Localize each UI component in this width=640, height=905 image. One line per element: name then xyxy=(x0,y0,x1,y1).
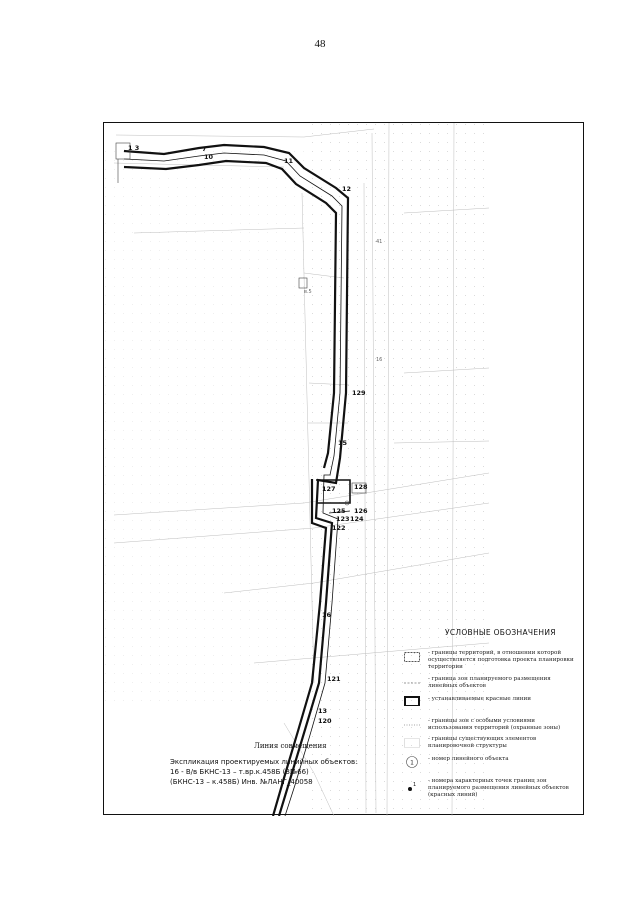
legend-item xyxy=(400,736,580,756)
dotted-box-icon xyxy=(404,738,420,748)
legend-item-text: - номера характерных точек границ зон планируемого размещения линейных объектов (красных линий) xyxy=(428,778,569,798)
map-note: в.5 xyxy=(304,289,312,295)
bold-box-icon xyxy=(404,696,420,706)
legend-item-text: - границы существующих элементов планировочной структуры xyxy=(428,736,537,749)
page-number: 48 xyxy=(314,38,326,50)
point-label: 15 xyxy=(338,439,348,447)
point-label: 121 xyxy=(327,675,341,683)
svg-text:1: 1 xyxy=(410,759,414,767)
point-label: 1 3 xyxy=(128,144,140,152)
point-label: 13 xyxy=(318,707,328,715)
legend-item-text: - устанавливаемые красные линии xyxy=(428,696,531,702)
point-label: 124 xyxy=(350,515,364,523)
legend-item-text: - номер линейного объекта xyxy=(428,756,509,762)
explication-title: Экспликация проектируемых линийных объектов: xyxy=(170,758,358,766)
legend-item-text: - граница зон планируемого размещения линейных объектов xyxy=(428,676,551,689)
dashed-line-icon xyxy=(404,678,420,688)
drawing-sheet xyxy=(103,122,584,815)
point-label: 123 xyxy=(336,515,350,523)
legend-item xyxy=(400,650,580,670)
terrain-texture-left xyxy=(104,143,304,703)
map-note: 16 xyxy=(376,357,383,363)
svg-text:1: 1 xyxy=(413,782,417,788)
explication-line: (БКНС-13 – к.458Б) Инв. №ЛАНГ_40058 xyxy=(170,778,313,786)
legend-item-text: - границы зон с особыми условиями использования территорий (охранные зоны) xyxy=(428,718,561,731)
point-label: 16 xyxy=(322,611,332,619)
point-number-icon xyxy=(404,780,420,794)
legend-item-text: - границы территорий, в отношении которой осуществляется подготовка проекта планировки территории xyxy=(428,650,574,670)
legend-title: УСЛОВНЫЕ ОБОЗНАЧЕНИЯ xyxy=(445,628,556,637)
legend-item xyxy=(400,696,580,716)
circle-number-icon xyxy=(404,755,420,769)
point-label: 10 xyxy=(204,153,214,161)
legend-item xyxy=(400,718,580,738)
point-label: 122 xyxy=(332,524,346,532)
legend-item xyxy=(400,756,580,776)
point-label: 12 xyxy=(342,185,352,193)
map-note: 41 xyxy=(376,239,383,245)
hatched-box-icon xyxy=(404,652,420,662)
point-label: 120 xyxy=(318,717,332,725)
point-label: 125 xyxy=(332,507,346,515)
point-label: 126 xyxy=(354,507,368,515)
point-label: 127 xyxy=(322,485,336,493)
explication-line: 16 - В/в БКНС-13 – т.вр.к.458Б (З№66) xyxy=(170,768,309,776)
point-label: 11 xyxy=(284,157,294,165)
legend-item xyxy=(400,676,580,696)
point-label: 128 xyxy=(354,483,368,491)
seam-line-label: Линия совмещения xyxy=(254,742,327,750)
legend-item xyxy=(400,778,580,806)
point-label: 7 xyxy=(202,145,207,153)
point-label: 129 xyxy=(352,389,366,397)
dotted-line-icon xyxy=(404,720,420,730)
